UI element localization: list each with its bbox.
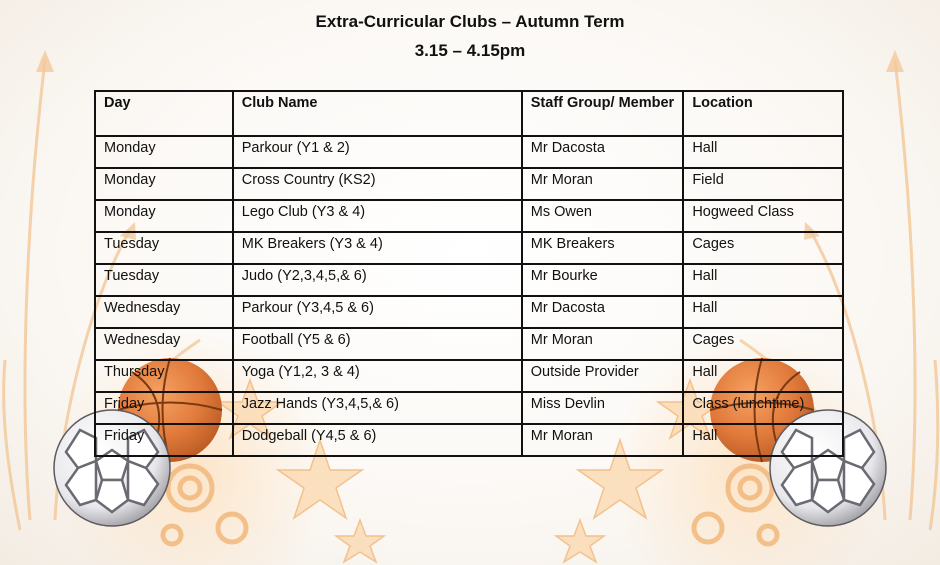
day-cell: Wednesday bbox=[95, 296, 233, 328]
staff-cell: Mr Moran bbox=[522, 328, 684, 360]
table-row bbox=[95, 328, 843, 360]
page-title: Extra-Curricular Clubs – Autumn Term bbox=[315, 12, 625, 31]
table-row bbox=[95, 296, 843, 328]
club-name-cell: Parkour (Y1 & 2) bbox=[233, 136, 522, 168]
club-name-cell: Parkour (Y3,4,5 & 6) bbox=[233, 296, 522, 328]
location-cell: Cages bbox=[683, 328, 843, 360]
day-cell: Friday bbox=[95, 392, 233, 424]
table-row bbox=[95, 168, 843, 200]
day-cell: Tuesday bbox=[95, 264, 233, 296]
column-header-day: Day bbox=[95, 91, 233, 136]
staff-cell: Mr Moran bbox=[522, 424, 684, 456]
day-cell: Wednesday bbox=[95, 328, 233, 360]
staff-cell: Ms Owen bbox=[522, 200, 684, 232]
staff-cell: Mr Dacosta bbox=[522, 296, 684, 328]
club-name-cell: Jazz Hands (Y3,4,5,& 6) bbox=[233, 392, 522, 424]
column-header-location: Location bbox=[683, 91, 843, 136]
staff-cell: Mr Moran bbox=[522, 168, 684, 200]
day-cell: Monday bbox=[95, 168, 233, 200]
table-row bbox=[95, 392, 843, 424]
day-cell: Tuesday bbox=[95, 232, 233, 264]
clubs-table bbox=[94, 90, 844, 457]
page-subtitle: 3.15 – 4.15pm bbox=[414, 41, 526, 60]
club-name-cell: MK Breakers (Y3 & 4) bbox=[233, 232, 522, 264]
club-name-cell: Yoga (Y1,2, 3 & 4) bbox=[233, 360, 522, 392]
staff-cell: Mr Dacosta bbox=[522, 136, 684, 168]
location-cell: Hall bbox=[683, 296, 843, 328]
column-header-staff: Staff Group/ Member bbox=[522, 91, 684, 136]
table-row bbox=[95, 360, 843, 392]
club-name-cell: Dodgeball (Y4,5 & 6) bbox=[233, 424, 522, 456]
staff-cell: Miss Devlin bbox=[522, 392, 684, 424]
club-name-cell: Judo (Y2,3,4,5,& 6) bbox=[233, 264, 522, 296]
location-cell: Hogweed Class bbox=[683, 200, 843, 232]
table-row bbox=[95, 200, 843, 232]
staff-cell: Outside Provider bbox=[522, 360, 684, 392]
day-cell: Monday bbox=[95, 200, 233, 232]
day-cell: Monday bbox=[95, 136, 233, 168]
location-cell: Cages bbox=[683, 232, 843, 264]
club-name-cell: Football (Y5 & 6) bbox=[233, 328, 522, 360]
day-cell: Friday bbox=[95, 424, 233, 456]
table-row bbox=[95, 232, 843, 264]
location-cell: Class (lunchtime) bbox=[683, 392, 843, 424]
table-row bbox=[95, 424, 843, 456]
table-row bbox=[95, 264, 843, 296]
staff-cell: MK Breakers bbox=[522, 232, 684, 264]
club-name-cell: Cross Country (KS2) bbox=[233, 168, 522, 200]
table-body bbox=[95, 136, 843, 456]
location-cell: Field bbox=[683, 168, 843, 200]
location-cell: Hall bbox=[683, 360, 843, 392]
table-header-row bbox=[95, 91, 843, 136]
location-cell: Hall bbox=[683, 264, 843, 296]
staff-cell: Mr Bourke bbox=[522, 264, 684, 296]
location-cell: Hall bbox=[683, 424, 843, 456]
column-header-club-name: Club Name bbox=[233, 91, 522, 136]
day-cell: Thursday bbox=[95, 360, 233, 392]
location-cell: Hall bbox=[683, 136, 843, 168]
club-name-cell: Lego Club (Y3 & 4) bbox=[233, 200, 522, 232]
table-row bbox=[95, 136, 843, 168]
